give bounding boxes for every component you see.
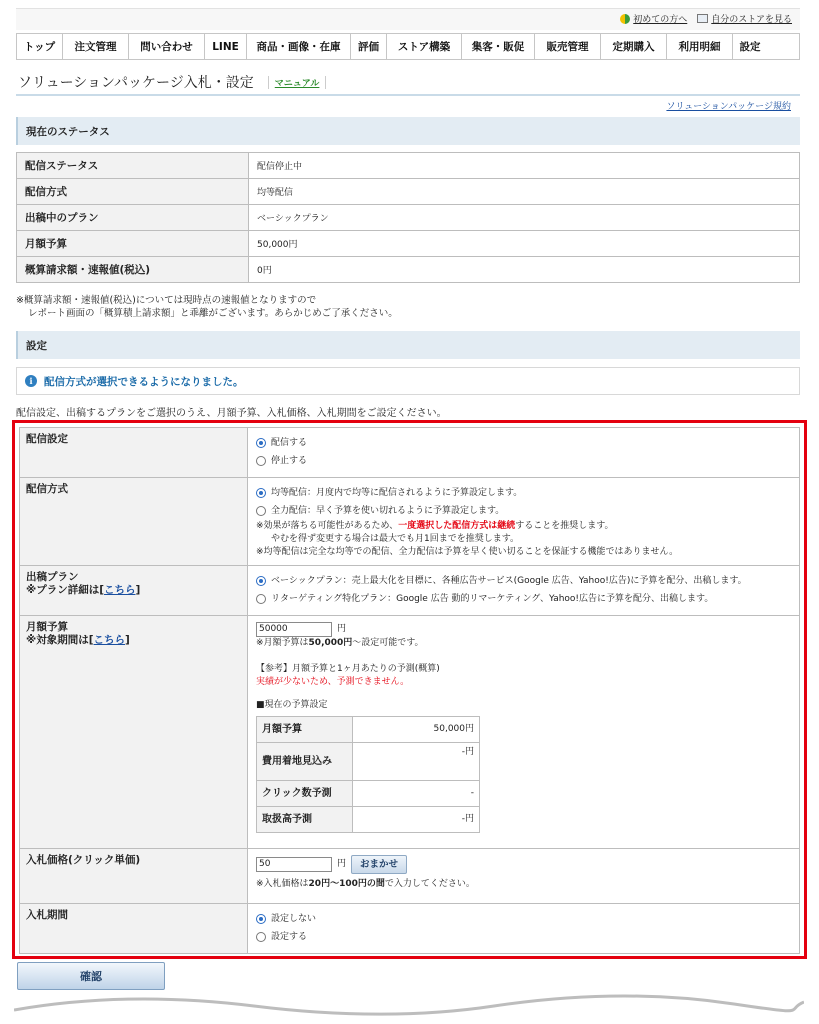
current-budget-heading: ■現在の予算設定 bbox=[256, 700, 328, 710]
nav-item-orders[interactable]: 注文管理 bbox=[63, 34, 129, 59]
auto-bid-button[interactable]: おまかせ bbox=[351, 855, 407, 874]
nav-item-reviews[interactable]: 評価 bbox=[351, 34, 387, 59]
nav-item-subscription[interactable]: 定期購入 bbox=[601, 34, 667, 59]
bid-price-hint: ※入札価格は20円～100円の間で入力してください。 bbox=[256, 879, 475, 889]
radio-plan-retargeting[interactable]: リターゲティング特化プラン：Google 広告 動的リマーケティング、Yahoo!広告に予算を配分、出稿します。 bbox=[256, 590, 791, 608]
nav-item-store-build[interactable]: ストア構築 bbox=[387, 34, 462, 59]
radio-plan-basic[interactable]: ベーシックプラン：売上最大化を目標に、各種広告サービス(Google 広告、Yahoo!広告)に予算を配分、出稿します。 bbox=[256, 572, 791, 590]
radio-selected-icon bbox=[256, 576, 266, 586]
radio-selected-icon bbox=[256, 914, 266, 924]
status-table bbox=[16, 152, 800, 283]
first-time-link[interactable]: 初めての方へ bbox=[620, 12, 687, 25]
nav-item-products[interactable]: 商品・画像・在庫 bbox=[247, 34, 351, 59]
plan-label: 出稿プラン ※プラン詳細は[こちら] bbox=[20, 566, 248, 616]
page-title: ソリューションパッケージ入札・設定 bbox=[18, 75, 254, 91]
info-message: 配信方式が選択できるようになりました。 bbox=[44, 375, 244, 388]
table-row: 出稿中のプラン ベーシックプラン bbox=[17, 205, 800, 231]
delivery-method-label: 配信方式 bbox=[20, 478, 248, 566]
radio-period-none[interactable]: 設定しない bbox=[256, 910, 791, 928]
page-cut-wave bbox=[14, 988, 804, 1018]
table-row: 費用着地見込み -円 bbox=[257, 743, 480, 781]
terms-link[interactable]: ソリューションパッケージ規約 bbox=[666, 102, 791, 112]
view-store-link[interactable]: 自分のストアを見る bbox=[697, 12, 792, 25]
radio-period-set[interactable]: 設定する bbox=[256, 928, 791, 946]
radio-unselected-icon bbox=[256, 932, 266, 942]
status-section-heading: 現在のステータス bbox=[16, 117, 800, 145]
bid-price-label: 入札価格(クリック単価) bbox=[20, 849, 248, 904]
confirm-button[interactable]: 確認 bbox=[17, 962, 165, 990]
radio-selected-icon bbox=[256, 488, 266, 498]
top-utility-bar bbox=[16, 8, 800, 30]
nav-item-sales[interactable]: 販売管理 bbox=[535, 34, 601, 59]
nav-item-line[interactable]: LINE bbox=[205, 34, 247, 59]
plan-details-link[interactable]: こちら bbox=[104, 584, 136, 596]
radio-method-full[interactable]: 全力配信：早く予算を使い切れるように予算設定します。 bbox=[256, 502, 791, 520]
table-row: 取扱高予測 -円 bbox=[257, 807, 480, 833]
table-row: 概算請求額・速報値(税込) 0円 bbox=[17, 257, 800, 283]
table-row: 配信方式 均等配信 bbox=[17, 179, 800, 205]
info-icon: i bbox=[25, 375, 37, 387]
table-row: 配信ステータス 配信停止中 bbox=[17, 153, 800, 179]
method-note-3: ※均等配信は完全な均等での配信、全力配信は予算を早く使い切ることを保証する機能ではありません。 bbox=[256, 547, 679, 557]
settings-instruction: 配信設定、出稿するプランをご選択のうえ、月額予算、入札価格、入札期間をご設定ください。 bbox=[16, 408, 447, 419]
table-row: 月額予算 50,000円 bbox=[17, 231, 800, 257]
status-note: ※概算請求額・速報値(税込)については現時点の速報値となりますので レポート画面の「概算積上請求額」と乖離がございます。あらかじめご了承ください。 bbox=[16, 295, 398, 319]
table-row: 入札価格(クリック単価) 50 円 おまかせ ※入札価格は20円～100円の間で入力してください。 bbox=[20, 849, 800, 904]
target-period-link[interactable]: こちら bbox=[93, 634, 126, 646]
radio-deliver-on[interactable]: 配信する bbox=[256, 434, 791, 452]
bid-price-input[interactable]: 50 bbox=[256, 857, 332, 872]
nav-item-settings[interactable]: 設定 bbox=[739, 41, 761, 53]
manual-link[interactable]: マニュアル bbox=[268, 76, 327, 89]
main-nav bbox=[16, 33, 800, 60]
table-row: 月額予算 50,000円 bbox=[257, 717, 480, 743]
nav-item-top[interactable]: トップ bbox=[17, 34, 63, 59]
settings-form-table bbox=[19, 427, 800, 954]
radio-unselected-icon bbox=[256, 506, 266, 516]
monthly-budget-label: 月額予算 ※対象期間は[こちら] bbox=[20, 616, 248, 849]
nav-item-billing[interactable]: 利用明細 bbox=[667, 34, 733, 59]
budget-reference-warning: 実績が少ないため、予測できません。 bbox=[256, 677, 410, 687]
monthly-budget-input[interactable]: 50000 bbox=[256, 622, 332, 637]
table-row bbox=[20, 478, 800, 566]
settings-section-heading: 設定 bbox=[16, 331, 800, 359]
nav-item-promotion[interactable]: 集客・販促 bbox=[462, 34, 535, 59]
monthly-budget-hint: ※月額予算は50,000円～設定可能です。 bbox=[256, 638, 424, 648]
page-title-bar bbox=[16, 70, 800, 96]
beginner-leaf-icon bbox=[620, 14, 630, 24]
budget-reference: 【参考】月額予算と1ヶ月あたりの予測(概算) bbox=[256, 664, 440, 674]
table-row: クリック数予測 - bbox=[257, 781, 480, 807]
radio-unselected-icon bbox=[256, 456, 266, 466]
nav-item-inquiries[interactable]: 問い合わせ bbox=[129, 34, 205, 59]
table-row: 月額予算 ※対象期間は[こちら] 50000 円 ※月額予算は50,000円～設定可能です。 【参考】月額予算と1ヶ月あたりの予測(概算) 実績が少ないため、予測できません。 ■現在の予算設定 月額予算 50,000円 費用着地見込み -円 クリック数予測 - 取扱高予測 -円 bbox=[20, 616, 800, 849]
table-row bbox=[20, 566, 800, 616]
table-row bbox=[20, 428, 800, 478]
delivery-setting-label: 配信設定 bbox=[20, 428, 248, 478]
table-row bbox=[20, 904, 800, 954]
radio-method-even[interactable]: 均等配信：月度内で均等に配信されるように予算設定します。 bbox=[256, 484, 791, 502]
bid-period-label: 入札期間 bbox=[20, 904, 248, 954]
radio-deliver-off[interactable]: 停止する bbox=[256, 452, 791, 470]
method-note-2: やむを得ず変更する場合は最大でも月1回までを推奨します。 bbox=[271, 534, 520, 544]
current-budget-table bbox=[256, 716, 480, 833]
radio-selected-icon bbox=[256, 438, 266, 448]
info-message-box bbox=[16, 367, 800, 395]
store-icon bbox=[697, 14, 708, 23]
top-links bbox=[620, 12, 792, 25]
radio-unselected-icon bbox=[256, 594, 266, 604]
method-note-1: ※効果が落ちる可能性があるため、一度選択した配信方式は継続することを推奨します。 bbox=[256, 521, 614, 531]
